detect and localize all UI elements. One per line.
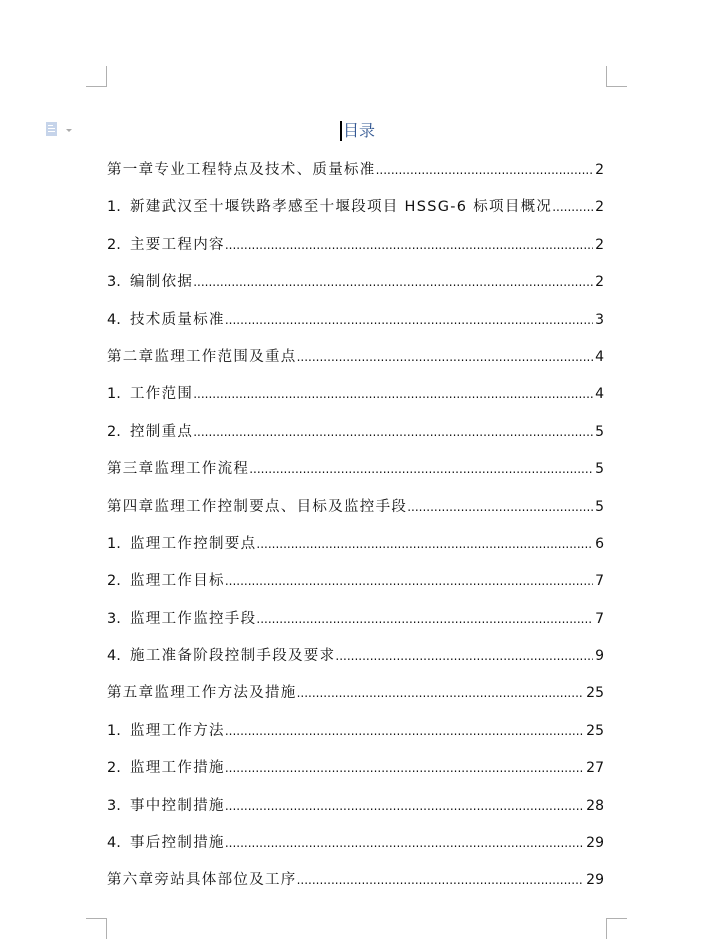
toc-entry-label: 第二章监理工作范围及重点: [107, 348, 297, 365]
toc-page-number: 5: [595, 423, 604, 440]
toc-entry-label: 第六章旁站具体部位及工序: [107, 872, 297, 889]
toc-page-number: 2: [595, 162, 604, 178]
toc-page-number: 5: [595, 498, 604, 515]
toc-dot-leader: [193, 271, 593, 293]
toc-entry-number: 2.: [107, 423, 121, 440]
toc-page-number: 7: [595, 610, 604, 627]
toc-entry-label: 监理工作方法: [130, 722, 225, 739]
toc-entry[interactable]: [107, 757, 604, 794]
toc-entry[interactable]: [107, 832, 604, 869]
toc-page-number: 27: [586, 760, 604, 777]
toc-entry-label: 监理工作控制要点: [130, 535, 257, 552]
toc-entry-number: 2.: [107, 236, 121, 253]
toc-title: 目录: [340, 121, 375, 141]
chevron-down-icon[interactable]: [66, 129, 72, 132]
toc-page-number: 5: [595, 461, 604, 478]
toc-entry-label: 第三章监理工作流程: [107, 461, 250, 478]
toc-entry-number: 1.: [107, 386, 121, 403]
toc-entry-label: 监理工作措施: [130, 760, 225, 777]
toc-entry-number: 4.: [107, 311, 121, 328]
toc-dot-leader: [225, 234, 593, 256]
toc-page-number: 6: [595, 535, 604, 552]
toc-entry-label: 第五章监理工作方法及措施: [107, 685, 297, 702]
toc-page-number: 4: [595, 348, 604, 365]
page-corner-mark: [86, 918, 107, 939]
toc-page-number: 3: [595, 311, 604, 328]
toc-dot-leader: [297, 869, 585, 891]
toc-entry-label: 第四章监理工作控制要点、目标及监控手段: [107, 498, 408, 515]
toc-dot-leader: [193, 421, 593, 443]
toc-entry-number: 4.: [107, 835, 121, 852]
paragraph-layout-icon[interactable]: [46, 122, 57, 136]
toc-dot-leader: [249, 458, 593, 480]
toc-dot-leader: [225, 757, 584, 779]
toc-entry-label: 控制重点: [130, 423, 194, 440]
toc-page-number: 2: [595, 236, 604, 253]
toc-entry-number: 2.: [107, 760, 121, 777]
toc-entry-label: 第一章专业工程特点及技术、质量标准: [107, 162, 376, 178]
toc-page-number: 7: [595, 573, 604, 590]
toc-entry-label: 事中控制措施: [130, 797, 225, 814]
toc-page-number: 29: [586, 835, 604, 852]
table-of-contents: [107, 159, 604, 907]
toc-page-number: 4: [595, 386, 604, 403]
toc-entry-number: 1.: [107, 722, 121, 739]
toc-entry-label: 事后控制措施: [130, 835, 225, 852]
toc-entry[interactable]: [107, 271, 604, 308]
toc-dot-leader: [297, 682, 585, 704]
toc-entry[interactable]: [107, 570, 604, 607]
toc-entry[interactable]: [107, 383, 604, 420]
toc-entry[interactable]: [107, 196, 604, 233]
toc-dot-leader: [225, 570, 593, 592]
toc-entry[interactable]: [107, 533, 604, 570]
toc-page-number: 28: [586, 797, 604, 814]
toc-page-number: 25: [586, 685, 604, 702]
toc-entry-label: 监理工作监控手段: [130, 610, 257, 627]
toc-entry-number: 1.: [107, 535, 121, 552]
toc-entry[interactable]: [107, 458, 604, 495]
toc-entry-number: 3.: [107, 274, 121, 291]
toc-entry-number: 3.: [107, 610, 121, 627]
page-corner-mark: [86, 66, 107, 87]
toc-page-number: 2: [595, 199, 604, 216]
toc-entry-label: 新建武汉至十堰铁路孝感至十堰段项目 HSSG-6 标项目概况: [130, 199, 553, 216]
toc-entry-label: 工作范围: [130, 386, 194, 403]
toc-dot-leader: [256, 608, 593, 630]
toc-entry-number: 1.: [107, 199, 121, 216]
toc-entry-number: 2.: [107, 573, 121, 590]
toc-entry[interactable]: [107, 720, 604, 757]
toc-dot-leader: [193, 383, 593, 405]
toc-entry-label: 施工准备阶段控制手段及要求: [130, 648, 336, 665]
toc-page-number: 9: [595, 648, 604, 665]
toc-dot-leader: [407, 496, 593, 518]
toc-dot-leader: [225, 832, 584, 854]
toc-dot-leader: [225, 720, 584, 742]
toc-entry[interactable]: [107, 309, 604, 346]
toc-page-number: 2: [595, 274, 604, 291]
toc-entry[interactable]: [107, 234, 604, 271]
toc-entry-number: 4.: [107, 648, 121, 665]
toc-entry-label: 监理工作目标: [130, 573, 225, 590]
toc-entry[interactable]: [107, 869, 604, 906]
page-corner-mark: [606, 66, 627, 87]
toc-entry[interactable]: [107, 496, 604, 533]
toc-entry-label: 编制依据: [130, 274, 194, 291]
toc-entry[interactable]: [107, 608, 604, 645]
toc-entry-number: 3.: [107, 797, 121, 814]
toc-entry[interactable]: [107, 346, 604, 383]
toc-entry[interactable]: [107, 421, 604, 458]
toc-entry-label: 技术质量标准: [130, 311, 225, 328]
toc-dot-leader: [256, 533, 593, 555]
toc-entry[interactable]: [107, 645, 604, 682]
toc-entry[interactable]: [107, 795, 604, 832]
toc-page-number: 25: [586, 722, 604, 739]
toc-dot-leader: [376, 159, 593, 181]
toc-page-number: 29: [586, 872, 604, 889]
toc-dot-leader: [225, 795, 584, 817]
toc-dot-leader: [225, 309, 593, 331]
toc-entry[interactable]: [107, 682, 604, 719]
toc-entry[interactable]: [107, 159, 604, 196]
page-corner-mark: [606, 918, 627, 939]
toc-dot-leader: [552, 196, 593, 218]
toc-dot-leader: [335, 645, 593, 667]
toc-dot-leader: [297, 346, 593, 368]
toc-entry-label: 主要工程内容: [130, 236, 225, 253]
